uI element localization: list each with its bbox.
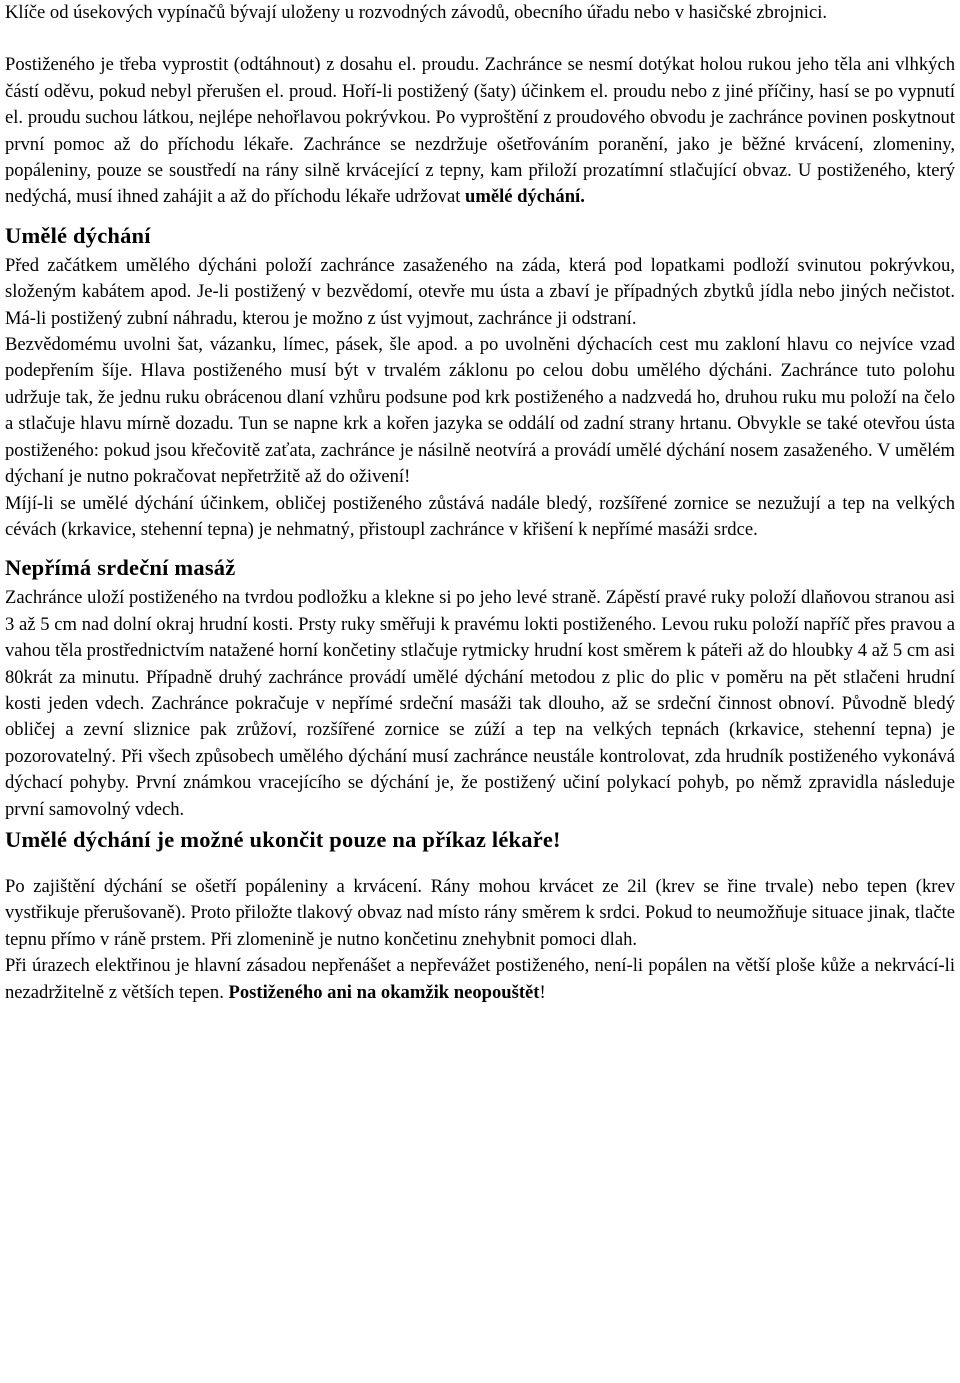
intro-paragraph-2-text: Postiženého je třeba vyprostit (odtáhnout) z dosahu el. proudu. Zachránce se nesmí dotýkat holou rukou jeho těla ani vlhkých částí oděvu, pokud nebyl přerušen el. proud. Hoří-li postižený (šaty) účinkem el. proudu nebo z jiné příčiny, hasí se po vypnutí el. proudu suchou látkou, nejlépe nehořlavou pokrývkou. Po vyproštění z proudového obvodu je zachránce povinen poskytnout první pomoc až do příchodu lékaře. Zachránce se nezdržuje ošetřováním poranění, jako je běžné krvácení, zlomeniny, popáleniny, pouze se soustředí na rány silně krvácející z tepny, kam přiloží prozatímní stlačující obvaz. U postiženého, který nedýchá, musí ihned zahájit a až do příchodu lékaře udržovat — [5, 54, 955, 208]
end-emphasis: Postiženého ani na okamžik neopouštět — [228, 981, 540, 1003]
intro-paragraph-2 — [5, 52, 955, 210]
paragraph-gap — [5, 26, 955, 52]
paragraph-gap — [5, 854, 955, 874]
document-page — [5, 0, 955, 1006]
heading-stop-only-by-doctor: Umělé dýchání je možné ukončit pouze na příkaz lékaře! — [5, 826, 561, 852]
heading-heart-massage: Nepřímá srdeční masáž — [5, 555, 236, 581]
intro-paragraph-1: Klíče od úsekových vypínačů bývají uloženy u rozvodných závodů, obecního úřadu nebo v hasičské zbrojnici. — [5, 2, 828, 23]
end-paragraph-2 — [5, 953, 955, 1006]
massage-paragraph-1: Zachránce uloží postiženého na tvrdou podložku a klekne si po jeho levé straně. Zápěstí pravé ruky položí dlaňovou stranou asi 3 až 5 cm nad dolní okraj hrudní kosti. Prsty ruky směřuji k pravému lokti postiženého. Levou ruku položí napříč přes pravou a vahou těla prostřednictvím natažené horní končetiny stlačuje rytmicky hrudní kost směrem k páteři až do hloubky 4 až 5 cm asi 80krát za minutu. Případně druhý zachránce provádí umělé dýchání metodou z plic do plic v poměru na pět stlačeni hrudní kosti jeden vdech. Zachránce pokračuje v nepřímé srdeční masáži tak dlouho, až se srdeční činnost obnoví. Původně bledý obličej a zevní sliznice pak zrůžoví, rozšířené zornice se zúží a tep na velkých tepnách (krkavice, stehenní tepna) je pozorovatelný. Při všech způsobech umělého dýchání musí zachránce neustále kontrolovat, zda hrudník postiženého vykonává dýchací pohyby. První známkou vracejícího se dýchání je, že postižený učiní polykací pohyb, po němž zpravidla následuje první samovolný vdech. — [5, 587, 955, 820]
end-paragraph-2-text: Při úrazech elektřinou je hlavní zásadou nepřenášet a nepřevážet postiženého, není-li popálen na větší ploše kůže a nekrvácí-li nezadržitelně z větších tepen. — [5, 955, 955, 1003]
end-paragraph-1: Po zajištění dýchání se ošetří popáleniny a krvácení. Rány mohou krvácet ze 2il (krev se řine trvale) nebo tepen (krev vystřikuje přerušovaně). Proto přiložte tlakový obvaz nad místo rány směrem k srdci. Pokud to neumožňuje situace jinak, tlačte tepnu přímo v ráně prstem. Při zlomenině je nutno končetinu znehybnit pomoci dlah. — [5, 875, 955, 950]
breathing-paragraph-3: Míjí-li se umělé dýchání účinkem, obličej postiženého zůstává nadále bledý, rozšířené zornice se nezužují a tep na velkých cévách (krkavice, stehenní tepna) je nehmatný, přistoupl zachránce v křišení k nepřímé masáži srdce. — [5, 492, 955, 540]
breathing-paragraph-1: Před začátkem umělého dýcháni položí zachránce zasaženého na záda, která pod lopatkami podloží svinutou pokrývkou, složeným kabátem apod. Je-li postižený v bezvědomí, otevře mu ústa a zbaví je případných zbytků jídla nebo jiných nečistot. Má-li postižený zubní náhradu, kterou je možno z úst vyjmout, zachránce ji odstraní. — [5, 254, 955, 329]
heading-artificial-breathing: Umělé dýchání — [5, 222, 151, 248]
end-exclamation: ! — [539, 981, 546, 1003]
breathing-paragraph-2: Bezvědomému uvolni šat, vázanku, límec, pásek, šle apod. a po uvolněni dýchacích cest mu zakloní hlavu co nejvíce vzad podepřením šíje. Hlava postiženého musí být v trvalém záklonu po celou dobu umělého dýcháni. Zachránce tuto polohu udržuje tak, že jednu ruku obrácenou dlaní vzhůru podsune pod krk postiženého a nadzvedá ho, druhou ruku mu položí na čelo a stlačuje hlavu mírně dozadu. Tun se napne krk a kořen jazyka se oddálí od zadní strany hrtanu. Obvykle se také otevřou ústa postiženého: pokud jsou křečovitě zaťata, zachránce je násilně neotvírá a provádí umělé dýchání nosem zasaženého. V umělém dýchaní je nutno pokračovat nepřetržitě až do oživení! — [5, 334, 955, 488]
intro-emphasis: umělé dýchání. — [465, 186, 585, 208]
